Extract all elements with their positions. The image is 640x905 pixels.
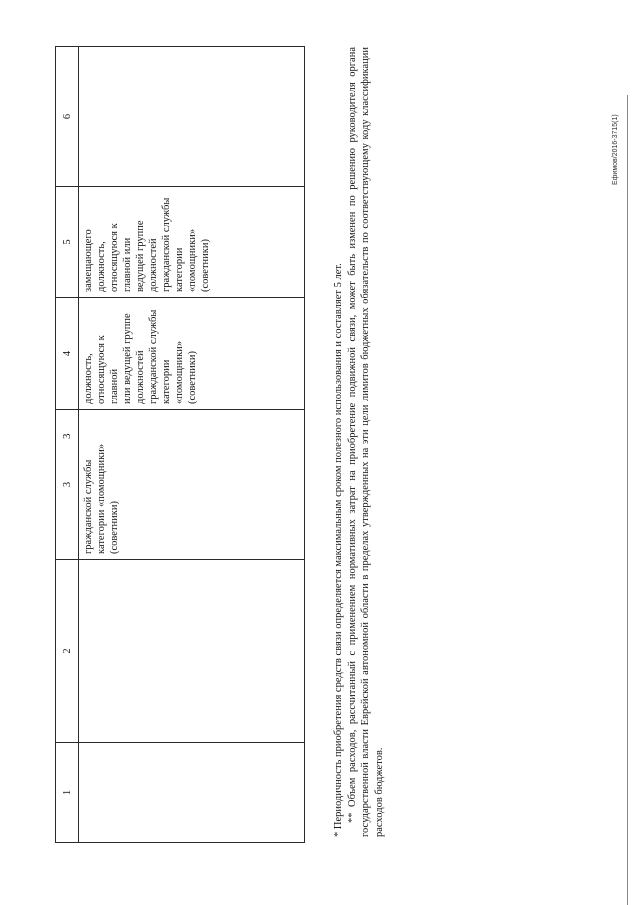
table-cell-2 [79,560,305,743]
column-header-5: 5 [56,187,79,298]
scan-edge-divider [627,95,628,905]
table-cell-6 [79,47,305,187]
footnote-expense-volume: ** Объем расходов, рассчитанный с применением нормативных затрат на приобретение подвижной связи, может быть изменен по решению руководителя органа государственной власти Еврейской автономной области в пределах утвержденных на эти цели лимитов бюджетных обязательств по соответствующему коду классификации расходов бюджетов. [346,47,385,837]
page-number: 3 [61,433,73,439]
document-code: Ефимов/2016-3715(1) [612,114,619,185]
column-header-4: 4 [56,298,79,410]
column-header-2: 2 [56,560,79,743]
column-header-6: 6 [56,47,79,187]
cell-text-5: замещающего должность, относящуюся к главной или ведущей группе должностей гражданской службы категории «помощники» (советники) [83,197,211,292]
table-header-row [56,47,79,843]
table-row [79,47,305,843]
cell-text-3: гражданской службы категории «помощники» (советники) [83,443,120,554]
footnotes [332,47,386,837]
table-cell-1 [79,743,305,843]
table-cell-3 [79,410,305,560]
cell-text-4: должность, относящуюся к главной или ведущей группе должностей гражданской службы категории «помощники» (советники) [83,309,198,404]
column-header-3: 3 [56,410,79,560]
footnote-periodicity: * Периодичность приобретения средств связи определяется максимальным сроком полезного использования и составляет 5 лет. [333,263,344,837]
table-cell-4 [79,298,305,410]
column-header-1: 1 [56,743,79,843]
norms-table [55,46,305,843]
table-cell-5 [79,187,305,298]
